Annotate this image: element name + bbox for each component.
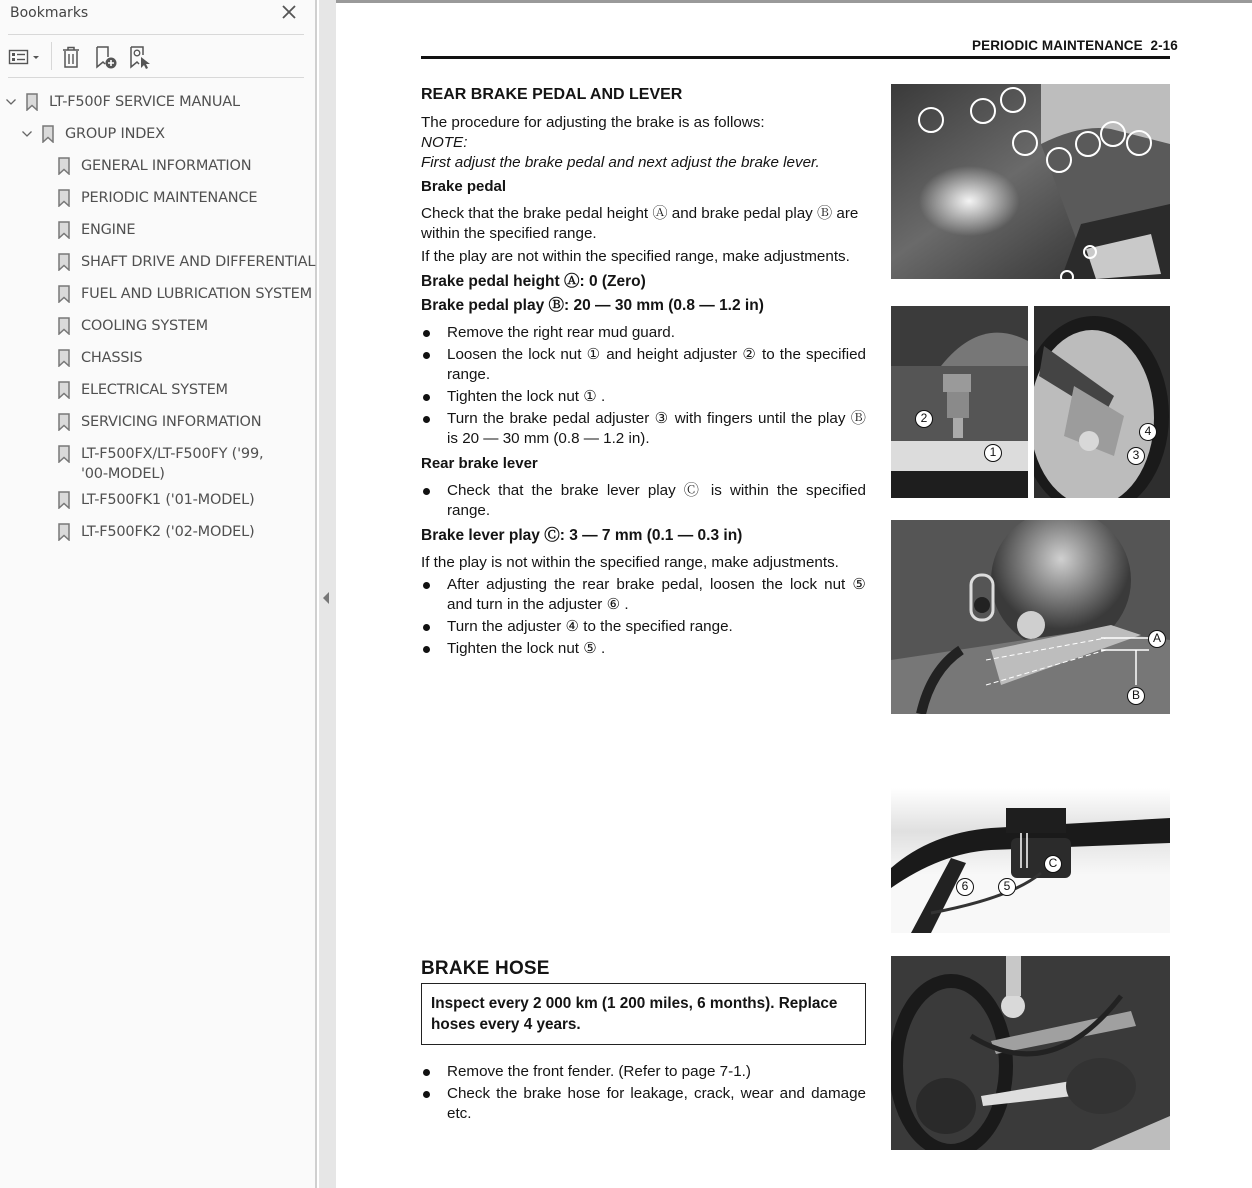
delete-bookmark-button[interactable] xyxy=(60,44,82,70)
bookmark-label: GENERAL INFORMATION xyxy=(81,158,252,174)
divider xyxy=(8,34,304,35)
check-paragraph: Check that the brake pedal height Ⓐ and brake pedal play Ⓑ are within the specified range. xyxy=(421,205,859,242)
bookmark-icon xyxy=(26,93,38,111)
panel-collapse-strip[interactable] xyxy=(319,0,336,1188)
figure-pedal-height-adjuster xyxy=(891,306,1028,498)
new-bookmark-button[interactable] xyxy=(94,44,118,70)
bullet-dot xyxy=(423,394,430,401)
callout-C: C xyxy=(1044,855,1062,873)
bullet-dot xyxy=(423,646,430,653)
trash-icon xyxy=(60,44,82,70)
callout-4: 4 xyxy=(1139,423,1157,441)
bookmark-icon xyxy=(58,189,70,207)
bookmark-icon xyxy=(58,445,70,463)
note-label: NOTE: xyxy=(421,134,468,151)
callout-5: 5 xyxy=(998,878,1016,896)
bookmark-item[interactable] xyxy=(0,311,305,339)
bookmark-icon xyxy=(58,381,70,399)
spec-pedal-height: Brake pedal height Ⓐ: 0 (Zero) xyxy=(421,273,646,290)
subheading-brake-pedal: Brake pedal xyxy=(421,178,507,195)
bookmark-item[interactable] xyxy=(0,183,305,211)
list-item xyxy=(421,323,866,343)
bookmark-item[interactable] xyxy=(0,343,305,371)
pdf-page xyxy=(336,3,1252,1188)
bookmark-label-continued: '00-MODEL) xyxy=(81,466,165,482)
collapse-arrow-icon[interactable] xyxy=(323,592,329,604)
bookmark-root[interactable] xyxy=(0,87,305,115)
note-text: First adjust the brake pedal and next adjust the brake lever. xyxy=(421,154,820,171)
inspection-interval-box: Inspect every 2 000 km (1 200 miles, 6 months). Replace hoses every 4 years. xyxy=(421,983,866,1045)
bookmark-item[interactable] xyxy=(0,407,305,435)
list-item-text: Remove the right rear mud guard. xyxy=(447,324,675,341)
bookmark-item[interactable] xyxy=(0,485,305,513)
document-viewer xyxy=(336,0,1252,1188)
bookmark-icon xyxy=(58,285,70,303)
bookmark-add-icon xyxy=(94,44,118,70)
bookmark-item[interactable] xyxy=(0,215,305,243)
toolbar-divider xyxy=(51,42,52,70)
bullet-dot xyxy=(423,416,430,423)
chevron-down-icon[interactable] xyxy=(5,95,17,107)
bookmarks-panel xyxy=(0,0,317,1188)
bookmark-icon xyxy=(58,317,70,335)
list-item-text: Tighten the lock nut ⑤ . xyxy=(447,640,606,657)
bookmark-label: ELECTRICAL SYSTEM xyxy=(81,382,228,398)
bullet-dot xyxy=(423,488,430,495)
list-item-text: Check that the brake lever play Ⓒ is within the specified range. xyxy=(447,482,866,519)
bookmark-label: LT-F500FX/LT-F500FY ('99, xyxy=(81,446,264,462)
section-title: REAR BRAKE PEDAL AND LEVER xyxy=(421,86,683,103)
list-item xyxy=(421,345,866,385)
list-item-text: Remove the front fender. (Refer to page 7-1.) xyxy=(447,1063,751,1080)
list-item-text: Loosen the lock nut ① and height adjuster ② to the specified range. xyxy=(447,346,866,383)
list-item xyxy=(421,639,866,659)
bookmark-group-index[interactable] xyxy=(0,119,305,147)
bookmark-label: LT-F500FK2 ('02-MODEL) xyxy=(81,524,255,540)
list-item-text: Turn the brake pedal adjuster ③ with fingers until the play Ⓑ is 20 — 30 mm (0.8 — 1.2 in). xyxy=(447,410,866,447)
bookmark-label: PERIODIC MAINTENANCE xyxy=(81,190,258,206)
figure-mud-guard-screws xyxy=(891,84,1170,279)
bookmark-item[interactable] xyxy=(0,247,316,275)
list-item-text: After adjusting the rear brake pedal, loosen the lock nut ⑤ and turn in the adjuster ⑥ . xyxy=(447,576,866,613)
intro-text: The procedure for adjusting the brake is as follows: xyxy=(421,114,765,131)
bookmarks-toolbar xyxy=(0,40,305,74)
bookmark-label: SERVICING INFORMATION xyxy=(81,414,262,430)
list-item xyxy=(421,575,866,615)
callout-B: B xyxy=(1127,687,1145,705)
callout-A: A xyxy=(1148,630,1166,648)
bookmark-label: LT-F500F SERVICE MANUAL xyxy=(49,94,240,110)
list-options-icon xyxy=(8,44,44,70)
subheading-rear-brake-lever: Rear brake lever xyxy=(421,455,538,472)
close-icon[interactable] xyxy=(280,3,298,21)
spec-pedal-play: Brake pedal play Ⓑ: 20 — 30 mm (0.8 — 1.2 in) xyxy=(421,297,764,314)
figure-brake-pedal-height-play xyxy=(891,520,1170,714)
bookmark-item[interactable] xyxy=(0,151,305,179)
bookmark-icon xyxy=(58,253,70,271)
running-head: PERIODIC MAINTENANCE 2-16 xyxy=(972,38,1178,53)
list-item xyxy=(421,1084,866,1124)
callout-1: 1 xyxy=(984,444,1002,462)
bookmark-label: CHASSIS xyxy=(81,350,143,366)
list-item xyxy=(421,481,866,521)
bullet-dot xyxy=(423,582,430,589)
list-item xyxy=(421,409,866,449)
header-rule xyxy=(421,56,1170,59)
figure-brake-drum-adjuster xyxy=(1034,306,1170,498)
bookmark-icon xyxy=(58,523,70,541)
bookmark-label: SHAFT DRIVE AND DIFFERENTIAL xyxy=(81,254,316,270)
list-item-text: Tighten the lock nut ① . xyxy=(447,388,606,405)
bullet-dot xyxy=(423,1091,430,1098)
bookmark-icon xyxy=(58,413,70,431)
bookmarks-title: Bookmarks xyxy=(10,5,89,21)
figure-brake-lever-play xyxy=(891,788,1170,933)
bullet-dot xyxy=(423,624,430,631)
bullet-dot xyxy=(423,352,430,359)
callout-6: 6 xyxy=(956,878,974,896)
bookmark-label: COOLING SYSTEM xyxy=(81,318,208,334)
bookmark-icon xyxy=(42,125,54,143)
callout-3: 3 xyxy=(1127,447,1145,465)
divider xyxy=(8,77,304,78)
bookmark-icon xyxy=(58,221,70,239)
list-item xyxy=(421,1062,866,1082)
section-title-brake-hose: BRAKE HOSE xyxy=(421,958,550,979)
list-item-text: Turn the adjuster ④ to the specified range. xyxy=(447,618,733,635)
list-item xyxy=(421,617,866,637)
bookmark-label: FUEL AND LUBRICATION SYSTEM xyxy=(81,286,312,302)
bookmark-find-icon xyxy=(128,44,152,70)
spec-lever-play: Brake lever play Ⓒ: 3 — 7 mm (0.1 — 0.3 in) xyxy=(421,527,743,544)
figure-brake-hose xyxy=(891,956,1170,1150)
list-item xyxy=(421,387,866,407)
bookmark-item[interactable] xyxy=(0,279,312,307)
bookmark-label: LT-F500FK1 ('01-MODEL) xyxy=(81,492,255,508)
bookmark-label: GROUP INDEX xyxy=(65,126,165,142)
bookmark-item[interactable] xyxy=(0,517,305,545)
if-paragraph: If the play are not within the specified range, make adjustments. xyxy=(421,248,850,265)
bookmarks-header xyxy=(0,0,305,34)
list-item-text: Check the brake hose for leakage, crack, wear and damage etc. xyxy=(447,1085,866,1122)
bookmark-icon xyxy=(58,349,70,367)
list-options-button[interactable] xyxy=(8,44,44,70)
bullet-dot xyxy=(423,1069,430,1076)
bookmark-item[interactable] xyxy=(0,375,305,403)
callout-2: 2 xyxy=(915,410,933,428)
chevron-down-icon[interactable] xyxy=(21,127,33,139)
lever-if-paragraph: If the play is not within the specified range, make adjustments. xyxy=(421,554,839,571)
bookmark-label: ENGINE xyxy=(81,222,136,238)
bookmark-item[interactable] xyxy=(0,439,305,487)
bullet-dot xyxy=(423,330,430,337)
find-bookmark-button[interactable] xyxy=(128,44,152,70)
bookmark-icon xyxy=(58,157,70,175)
bookmark-icon xyxy=(58,491,70,509)
